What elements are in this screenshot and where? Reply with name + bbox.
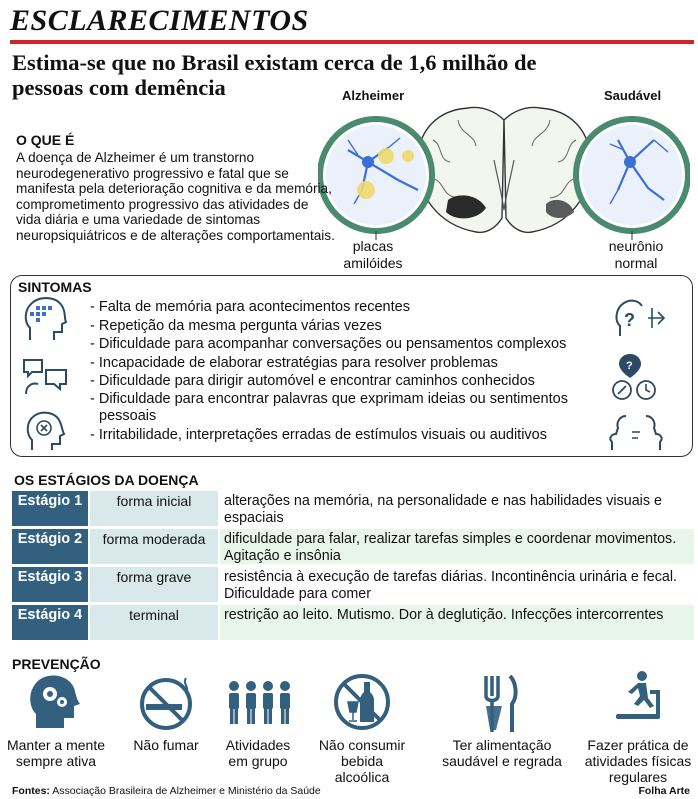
faces-talking-icon [608, 412, 664, 452]
prevention-caption: Fazer prática de atividades físicas regulares [584, 737, 692, 785]
label-alzheimer: Alzheimer [342, 88, 405, 103]
stages-title: OS ESTÁGIOS DA DOENÇA [14, 472, 199, 488]
prevention-caption: Não consumir bebida alcoólica [318, 737, 406, 785]
what-is-title: O QUE É [16, 132, 75, 148]
no-smoking-icon [138, 674, 198, 730]
head-memory-icon [22, 296, 72, 342]
symptom-item: - Dificuldade para acompanhar conversações ou pensamentos complexos [90, 336, 567, 353]
stage-form: forma grave [90, 567, 218, 602]
brain-illustration [318, 100, 690, 240]
stage-description: dificuldade para falar, realizar tarefas simples e coordenar movimentos. Agitação e insônia [220, 529, 694, 564]
stage-label: Estágio 4 [12, 605, 88, 640]
prevention-caption: Não fumar [133, 737, 199, 753]
healthy-neuron-icon [576, 119, 688, 231]
sources-text: Associação Brasileira de Alzheimer e Ministério da Saúde [52, 785, 321, 797]
location-compass-icon [610, 352, 662, 402]
stage-row [12, 529, 694, 564]
symptom-item: - Repetição da mesma pergunta várias vezes [90, 317, 382, 334]
prevention-caption: Atividades em grupo [225, 737, 291, 769]
stage-form: forma moderada [90, 529, 218, 564]
stage-label: Estágio 2 [12, 529, 88, 564]
what-is-text: A doença de Alzheimer é um transtorno neurodegenerativo progressivo e fatal que se manifesta pela deterioração cognitiva e da memória, comprometimento progressivo das atividades de vida diária e uma variedade de sintomas neuropsiquiátricos e de alterações comportamentais. [16, 150, 335, 243]
red-rule [10, 40, 694, 44]
stage-description: alterações na memória, na personalidade e nas habilidades visuais e espaciais [224, 493, 662, 526]
stage-description: restrição ao leito. Mutismo. Dor à deglutição. Infecções intercorrentes [220, 605, 694, 640]
symptom-item: - Irritabilidade, interpretações erradas de estímulos visuais ou auditivos [90, 426, 547, 443]
stage-label: Estágio 1 [12, 491, 88, 526]
treadmill-runner-icon [612, 670, 664, 726]
prevention-caption: Ter alimentação saudável e regrada [442, 737, 562, 769]
fork-knife-icon [476, 672, 524, 734]
stage-row [12, 491, 694, 526]
section-kicker: ESCLARECIMENTOS [10, 4, 309, 37]
stage-label: Estágio 3 [12, 567, 88, 602]
head-gears-icon [28, 672, 84, 730]
symptoms-title: SINTOMAS [18, 279, 92, 295]
head-confusion-icon [22, 410, 70, 452]
stage-description: resistência à execução de tarefas diárias. Incontinência urinária e fecal. Dificuldade para comer [224, 569, 677, 602]
speech-bubbles-icon [22, 356, 70, 396]
stage-form: terminal [90, 605, 218, 640]
brain-section-icon [418, 108, 590, 233]
group-people-icon [226, 678, 292, 726]
svg-text:?: ? [624, 310, 635, 330]
svg-text:?: ? [626, 360, 633, 372]
caption-neuron: neurônio normal [608, 238, 664, 271]
caption-plaques: placas amilóides [343, 238, 403, 271]
stage-row [12, 605, 694, 640]
sources-label: Fontes: [12, 785, 50, 797]
stage-form: forma inicial [90, 491, 218, 526]
label-healthy: Saudável [604, 88, 662, 103]
prevention-title: PREVENÇÃO [12, 656, 101, 672]
no-alcohol-icon [332, 672, 392, 732]
symptom-item: - Dificuldade para dirigir automóvel e encontrar caminhos conhecidos [90, 373, 535, 390]
symptom-item: - Falta de memória para acontecimentos recentes [90, 299, 410, 315]
alzheimer-neuron-icon [320, 119, 432, 231]
question-direction-icon [614, 298, 666, 338]
sources-line [12, 785, 321, 797]
symptoms-list [90, 298, 610, 445]
symptom-item: - Dificuldade para encontrar palavras que exprimam ideias ou sentimentos pessoais [90, 390, 568, 424]
symptom-item: - Incapacidade de elaborar estratégias para resolver problemas [90, 354, 498, 371]
stage-row [12, 567, 694, 602]
prevention-caption: Manter a mente sempre ativa [6, 737, 106, 769]
headline: Estima-se que no Brasil existam cerca de 1,6 milhão de pessoas com demência [12, 50, 537, 100]
credit: Folha Arte [638, 785, 690, 797]
